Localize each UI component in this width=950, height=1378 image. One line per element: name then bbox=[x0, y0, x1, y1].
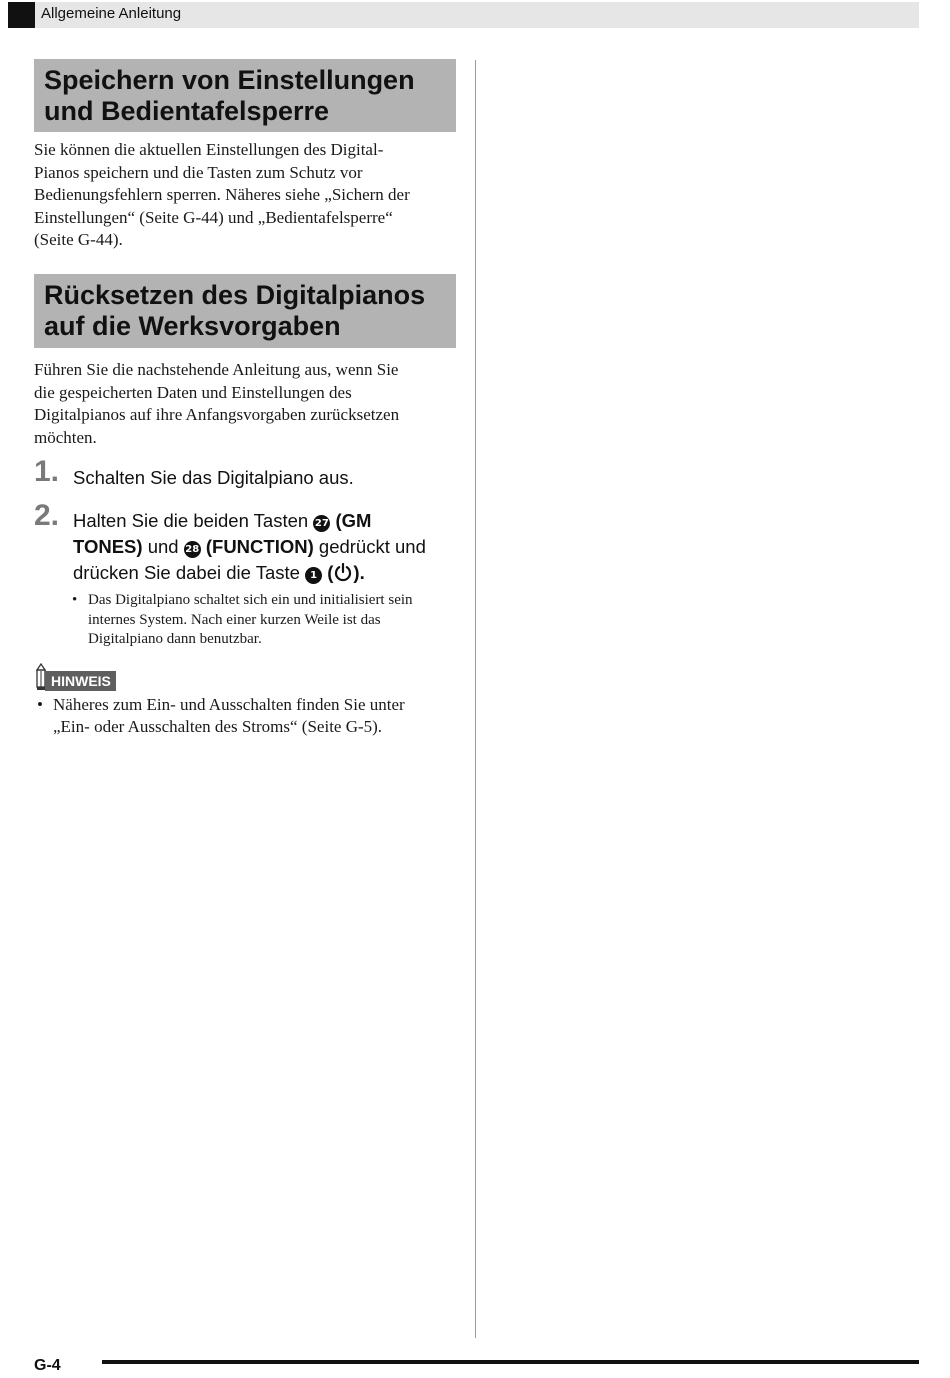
step-text-segment: drücken Sie dabei die Taste bbox=[73, 562, 306, 583]
paragraph-line: Pianos speichern und die Tasten zum Schutz vor bbox=[34, 162, 363, 182]
key-number-badge: 1 bbox=[305, 567, 322, 584]
step-line bbox=[73, 534, 426, 560]
note-badge: HINWEIS bbox=[45, 671, 116, 691]
step-line bbox=[73, 508, 426, 534]
note-bullet bbox=[37, 694, 405, 738]
section-heading-save-settings bbox=[34, 59, 456, 132]
bullet-line: „Ein- oder Ausschalten des Stroms“ (Seite G-5). bbox=[53, 717, 383, 736]
key-number-badge: 28 bbox=[184, 541, 201, 558]
step-number: 2. bbox=[34, 499, 60, 532]
heading-line: auf die Werksvorgaben bbox=[44, 311, 341, 341]
footer-rule bbox=[102, 1360, 919, 1364]
step-line: Schalten Sie das Digitalpiano aus. bbox=[73, 467, 354, 488]
bullet-line: Das Digitalpiano schaltet sich ein und initialisiert sein bbox=[88, 592, 413, 608]
paragraph-line: Einstellungen“ (Seite G-44) und „Bedientafelsperre“ bbox=[34, 207, 393, 227]
bullet-line: internes System. Nach einer kurzen Weile ist das bbox=[88, 611, 381, 628]
section2-paragraph bbox=[34, 359, 464, 449]
step-number: 1. bbox=[34, 455, 60, 488]
paren-open: ( bbox=[322, 562, 334, 583]
paragraph-line: möchten. bbox=[34, 427, 97, 447]
step-text bbox=[73, 465, 354, 491]
key-label-function: (FUNCTION) bbox=[200, 536, 314, 557]
bullet-dot: • bbox=[72, 592, 78, 608]
bullet-line: Digitalpiano dann benutzbar. bbox=[88, 631, 262, 647]
paragraph-line: die gespeicherten Daten und Einstellungen des bbox=[34, 382, 352, 402]
step-text-segment: Halten Sie die beiden Tasten bbox=[73, 510, 314, 531]
paren-close: ). bbox=[353, 562, 365, 583]
column-divider bbox=[475, 60, 476, 1338]
key-number-badge: 27 bbox=[313, 515, 330, 532]
section1-paragraph bbox=[34, 139, 464, 252]
heading-line: und Bedientafelsperre bbox=[44, 96, 330, 126]
step-text-segment: gedrückt und bbox=[313, 536, 426, 557]
paragraph-line: Bedienungsfehlern sperren. Näheres siehe „Sichern der bbox=[34, 185, 410, 204]
step-text-segment: und bbox=[142, 536, 184, 557]
header-marker-block bbox=[8, 2, 35, 28]
paragraph-line: (Seite G-44). bbox=[34, 230, 123, 249]
paragraph-line: Führen Sie die nachstehende Anleitung aus, wenn Sie bbox=[34, 360, 399, 379]
paragraph-line: Sie können die aktuellen Einstellungen des Digital- bbox=[34, 140, 384, 159]
bullet-line: Näheres zum Ein- und Ausschalten finden Sie unter bbox=[53, 695, 405, 714]
key-label-gm-tones-cont: TONES) bbox=[73, 536, 143, 557]
running-header: Allgemeine Anleitung bbox=[41, 5, 182, 22]
bullet-dot: • bbox=[37, 695, 43, 714]
step-sub-bullet bbox=[72, 591, 413, 650]
key-label-gm-tones: (GM bbox=[330, 510, 372, 531]
power-icon bbox=[333, 562, 353, 582]
paragraph-line: Digitalpianos auf ihre Anfangsvorgaben zurücksetzen bbox=[34, 405, 400, 424]
heading-line: Rücksetzen des Digitalpianos bbox=[44, 280, 426, 310]
heading-line: Speichern von Einstellungen bbox=[44, 65, 415, 95]
step-line bbox=[73, 560, 426, 586]
step-text bbox=[73, 508, 426, 586]
section-heading-factory-reset bbox=[34, 274, 456, 348]
page-number: G-4 bbox=[34, 1357, 61, 1374]
